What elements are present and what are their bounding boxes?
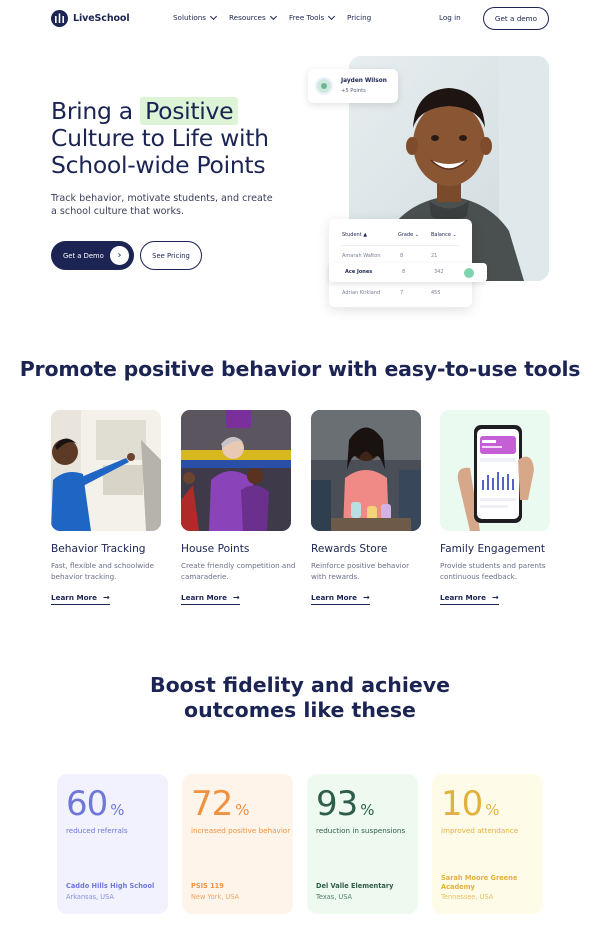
hero-title-highlight: Positive (140, 97, 238, 125)
get-demo-button[interactable]: Get a demo (483, 7, 549, 30)
tool-description: Fast, flexible and schoolwide behavior tracking. (51, 561, 155, 581)
table-cell-student: Adrian Kirkland (342, 290, 381, 296)
stat-card (432, 774, 543, 914)
house-points-photo (181, 410, 291, 531)
table-header-student[interactable]: Student ▲ (342, 232, 368, 238)
stats-section-title (0, 673, 600, 723)
stat-value: 10 % (441, 784, 500, 824)
hero-title (51, 98, 331, 179)
table-cell-balance: 21 (431, 253, 438, 259)
nav-free-tools-label: Free Tools (289, 13, 325, 22)
chevron-right-icon: › (110, 246, 129, 265)
table-divider (340, 245, 460, 246)
learn-more-link[interactable]: Learn More → (311, 593, 370, 605)
stat-location: Tennessee, USA (441, 893, 494, 901)
stat-label: increased positive behavior (191, 826, 291, 835)
learn-more-link[interactable]: Learn More → (440, 593, 499, 605)
learn-more-link[interactable]: Learn More → (51, 593, 110, 605)
nav-free-tools[interactable] (289, 13, 334, 22)
hero-title-pre: Bring a (51, 97, 133, 125)
chevron-down-icon (210, 12, 217, 19)
nav-solutions[interactable] (173, 13, 216, 22)
points-student-name: Jayden Wilson (341, 78, 387, 84)
arrow-right-icon: → (362, 593, 370, 602)
stat-label: improved attendance (441, 826, 519, 835)
tool-name: Rewards Store (311, 543, 388, 555)
chevron-down-icon (328, 12, 335, 19)
tool-card-behavior-tracking (51, 410, 161, 602)
nav-resources[interactable] (229, 13, 276, 22)
tool-card-house-points (181, 410, 296, 602)
liveschool-logo-icon (51, 10, 68, 27)
points-value: +5 Points (341, 88, 366, 94)
hero-subtitle: Track behavior, motivate students, and create a school culture that works. (51, 193, 273, 217)
stat-label: reduced referrals (66, 826, 128, 835)
stat-value: 93 % (316, 784, 375, 824)
table-header-grade[interactable]: Grade ⌄ (398, 232, 420, 238)
brand-logo[interactable] (51, 10, 130, 27)
stat-value: 60 % (66, 784, 125, 824)
stat-label: reduction in suspensions (316, 826, 406, 835)
coin-icon (464, 268, 474, 278)
stats-title-line1: Boost fidelity and achieve (149, 673, 451, 697)
tool-name: House Points (181, 543, 250, 555)
chevron-down-icon (270, 12, 277, 19)
tool-card-rewards-store (311, 410, 421, 602)
rewards-store-photo (311, 410, 421, 531)
tool-card-family-engagement (440, 410, 550, 602)
stat-location: Arkansas, USA (66, 893, 114, 901)
stat-school: Caddo Hills High School (66, 882, 155, 890)
hero-get-demo-button[interactable] (51, 241, 134, 270)
stat-card (182, 774, 293, 914)
behavior-tracking-photo (51, 410, 161, 531)
stat-card (307, 774, 418, 914)
stat-card (57, 774, 168, 914)
nav-pricing-label: Pricing (347, 13, 372, 22)
top-nav (0, 0, 600, 38)
table-cell-student: Ace Jones (345, 269, 373, 275)
table-cell-grade: 8 (402, 269, 406, 275)
arrow-right-icon: → (102, 593, 110, 602)
arrow-right-icon: → (232, 593, 240, 602)
stat-location: New York, USA (191, 893, 240, 901)
table-cell-grade: 8 (400, 253, 404, 259)
tool-description: Reinforce positive behavior with rewards. (311, 561, 410, 581)
avatar (315, 77, 333, 95)
learn-more-link[interactable]: Learn More → (181, 593, 240, 605)
nav-resources-label: Resources (229, 13, 266, 22)
hero-see-pricing-button[interactable]: See Pricing (140, 241, 202, 270)
nav-pricing[interactable] (347, 13, 371, 22)
hero-get-demo-label: Get a Demo (63, 251, 104, 260)
table-cell-balance: 455 (431, 290, 441, 296)
brand-name: LiveSchool (73, 13, 130, 24)
stat-value: 72 % (191, 784, 250, 824)
table-cell-grade: 7 (400, 290, 404, 296)
login-link[interactable]: Log in (439, 13, 461, 22)
table-cell-balance: 342 (434, 269, 444, 275)
table-cell-student: Amarah Walton (342, 253, 381, 259)
tool-description: Create friendly competition and camaraderie. (181, 561, 296, 581)
points-notification-card (308, 69, 398, 103)
stats-title-line2: outcomes like these (184, 698, 416, 722)
arrow-right-icon: → (491, 593, 499, 602)
tool-name: Behavior Tracking (51, 543, 146, 555)
stat-school: Sarah Moore Greene Academy (441, 874, 518, 891)
tool-name: Family Engagement (440, 543, 546, 555)
stat-school: PSIS 119 (191, 882, 224, 890)
hero-title-line2: Culture to Life with (51, 124, 269, 152)
nav-solutions-label: Solutions (173, 13, 207, 22)
stat-school: Del Valle Elementary (316, 882, 394, 890)
stat-location: Texas, USA (316, 893, 353, 901)
table-header-balance[interactable]: Balance ⌄ (431, 232, 457, 238)
family-engagement-photo (440, 410, 550, 531)
tools-section-title: Promote positive behavior with easy-to-use tools (19, 357, 581, 381)
tool-description: Provide students and parents continuous feedback. (440, 561, 546, 581)
hero-title-line3: School-wide Points (51, 151, 266, 179)
